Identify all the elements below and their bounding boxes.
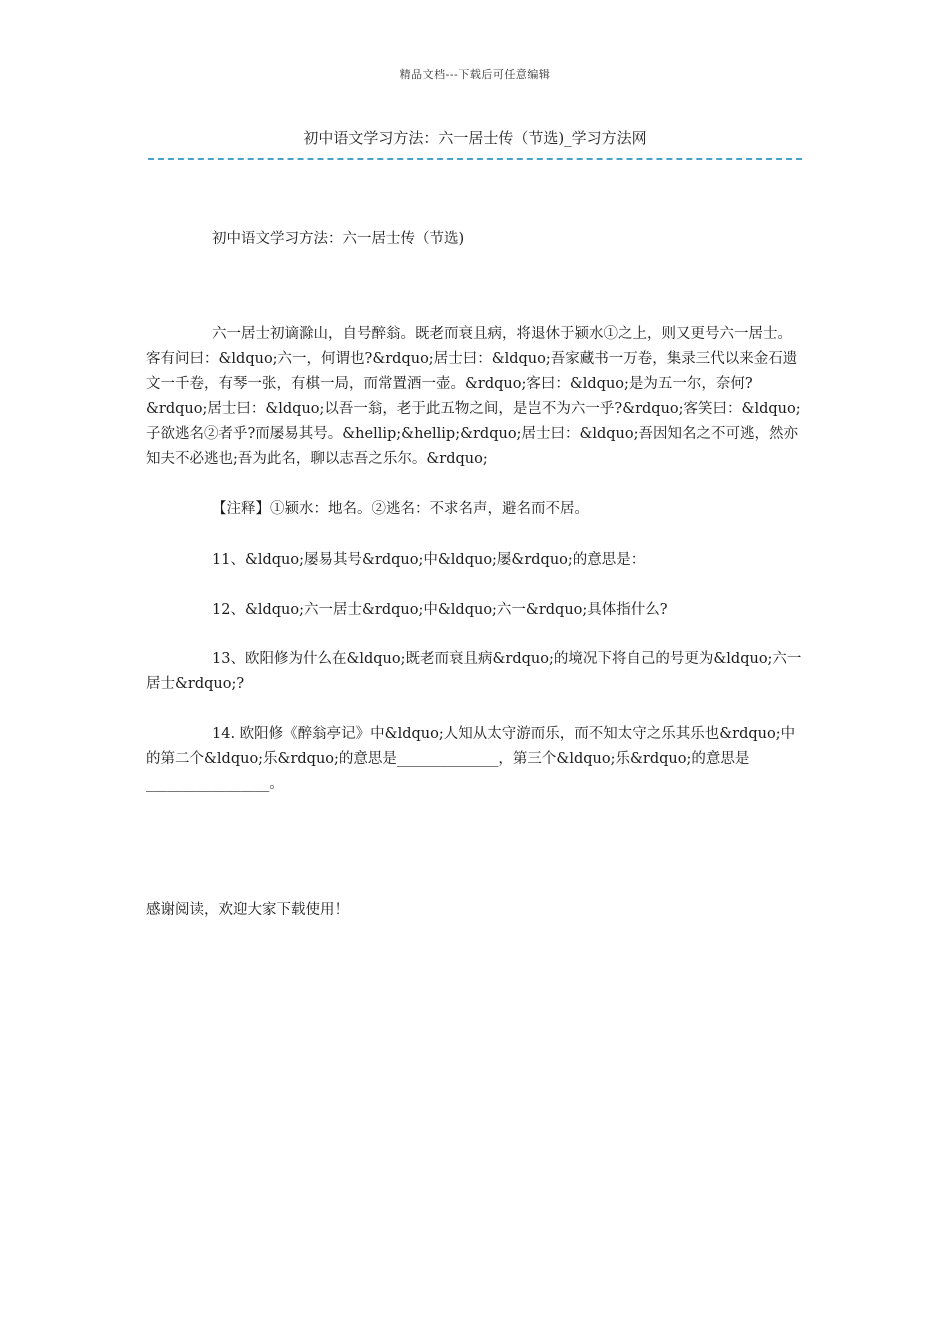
question-12: 12、&ldquo;六一居士&rdquo;中&ldquo;六一&rdquo;具体指什么? <box>212 602 668 618</box>
question-11: 11、&ldquo;屡易其号&rdquo;中&ldquo;屡&rdquo;的意思是： <box>212 552 646 568</box>
document-title: 初中语文学习方法：六一居士传（节选)_学习方法网 <box>303 129 647 147</box>
passage-paragraph: 六一居士初谪滁山，自号醉翁。既老而衰且病，将退休于颍水①之上，则又更号六一居士。 客有问曰：&ldquo;六一，何谓也?&rdquo;居士曰：&ldquo;吾家藏书一万卷，集录三代以来金石遗文一千卷，有琴一张，有棋一局，而常置酒一壶。&rdquo;客曰：&ldquo;是为五一尔，奈何?&rdquo;居士曰：&ldquo;以吾一翁，老于此五物之间，是岂不为六一乎?&rdquo;客笑曰：&ldquo;子欲逃名②者乎?而屡易其号。&hellip;&hellip;&rdquo;居士曰：&ldquo;吾因知名之不可逃，然亦知夫不必逃也;吾为此名，聊以志吾之乐尔。&rdquo; <box>146 326 801 467</box>
question-13: 13、欧阳修为什么在&ldquo;既老而衰且病&rdquo;的境况下将自己的号更为&ldquo;六一居士&rdquo;? <box>146 651 802 692</box>
closing-thanks: 感谢阅读，欢迎大家下载使用！ <box>146 902 349 918</box>
article-subtitle: 初中语文学习方法：六一居士传（节选) <box>212 231 465 247</box>
question-14: 14. 欧阳修《醉翁亭记》中&ldquo;人知从太守游而乐，而不知太守之乐其乐也&rdquo;中的第二个&ldquo;乐&rdquo;的意思是______________，第三个&ldquo;乐&rdquo;的意思是_________________。 <box>146 726 796 792</box>
header-note: 精品文档---下载后可任意编辑 <box>399 68 551 81</box>
title-divider <box>148 158 802 160</box>
annotation-notes: 【注释】①颍水：地名。②逃名：不求名声，避名而不居。 <box>212 501 589 517</box>
